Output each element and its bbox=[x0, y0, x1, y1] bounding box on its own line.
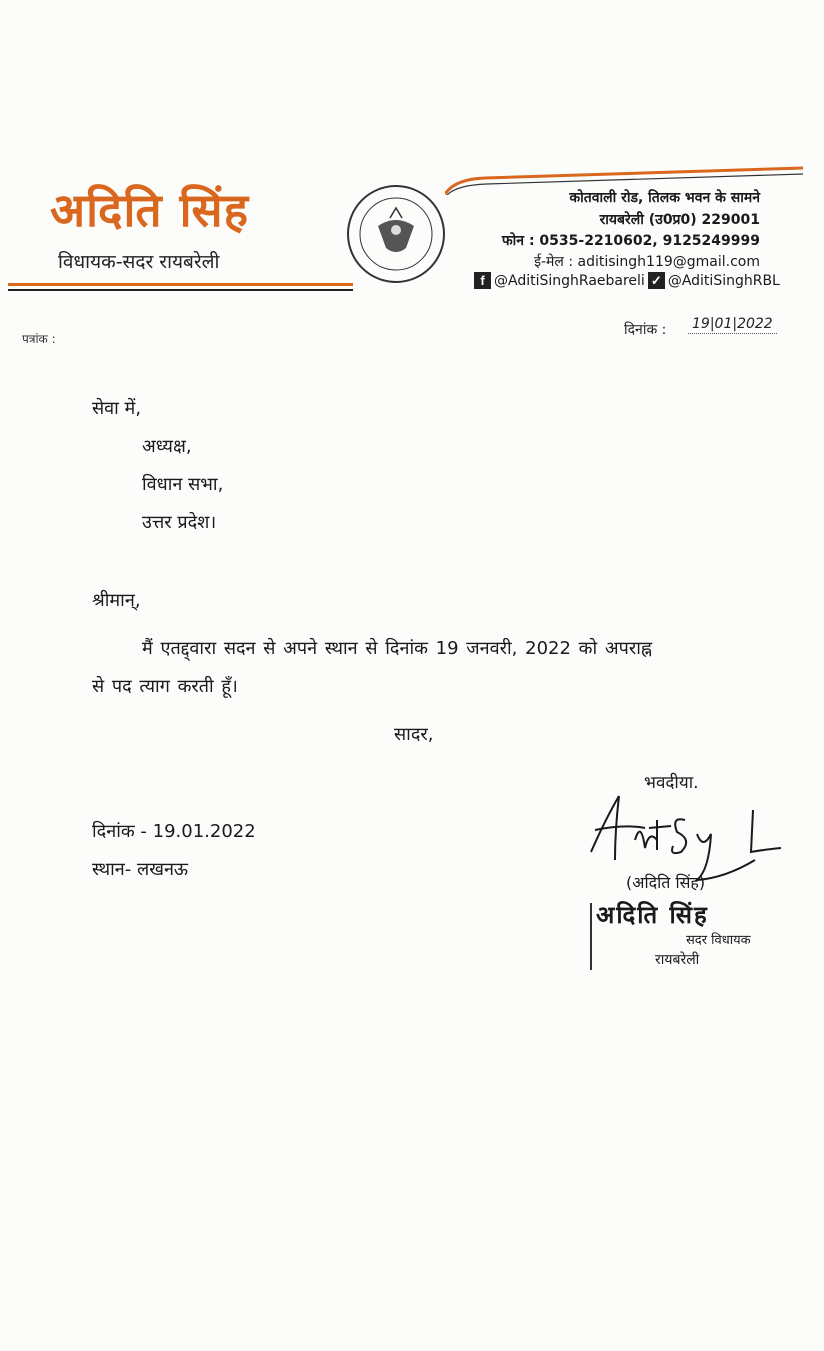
stamp-designation: सदर विधायक bbox=[686, 933, 751, 948]
legislature-seal-icon bbox=[346, 184, 446, 284]
body-line-2: से पद त्याग करती हूँ। bbox=[92, 676, 238, 697]
body-line-1: मैं एतद्द्वारा सदन से अपने स्थान से दिनांक 19 जनवरी, 2022 को अपराह्न bbox=[142, 638, 653, 659]
addressee-line-3: उत्तर प्रदेश। bbox=[142, 512, 217, 533]
stamp-bar bbox=[590, 903, 592, 970]
greeting: श्रीमान्, bbox=[92, 590, 141, 611]
letterhead-rule-dark bbox=[8, 289, 353, 291]
letter-place: स्थान- लखनऊ bbox=[92, 859, 189, 880]
stamp-place: रायबरेली bbox=[655, 952, 700, 968]
social-handles bbox=[474, 272, 780, 289]
email-line: ई-मेल : aditisingh119@gmail.com bbox=[534, 254, 760, 270]
top-date-value: 19|01|2022 bbox=[688, 316, 777, 334]
address-line-1: कोतवाली रोड, तिलक भवन के सामने bbox=[569, 190, 760, 206]
reference-label: पत्रांक : bbox=[22, 332, 56, 346]
stamp-name: अदिति सिंह bbox=[596, 900, 709, 929]
yours-faithfully: भवदीया. bbox=[644, 773, 699, 793]
addressee-line-1: अध्यक्ष, bbox=[142, 436, 192, 457]
letterhead-name: अदिति सिंह bbox=[50, 183, 250, 237]
salutation-to: सेवा में, bbox=[92, 398, 142, 419]
phone-line: फोन : 0535-2210602, 9125249999 bbox=[501, 233, 760, 249]
closing: सादर, bbox=[394, 724, 434, 745]
addressee-line-2: विधान सभा, bbox=[142, 474, 224, 495]
facebook-handle: @AditiSinghRaebareli bbox=[494, 272, 645, 289]
twitter-icon: ✓ bbox=[648, 272, 665, 289]
letterhead-rule-orange bbox=[8, 283, 353, 286]
twitter-handle: @AditiSinghRBL bbox=[667, 272, 780, 289]
letterhead-designation: विधायक-सदर रायबरेली bbox=[58, 251, 220, 273]
address-line-2: रायबरेली (उ0प्र0) 229001 bbox=[599, 212, 760, 228]
facebook-icon: f bbox=[474, 272, 491, 289]
letter-date: दिनांक - 19.01.2022 bbox=[92, 821, 256, 842]
top-date-label: दिनांक : bbox=[624, 322, 667, 338]
signatory-name: (अदिति सिंह) bbox=[626, 873, 706, 892]
